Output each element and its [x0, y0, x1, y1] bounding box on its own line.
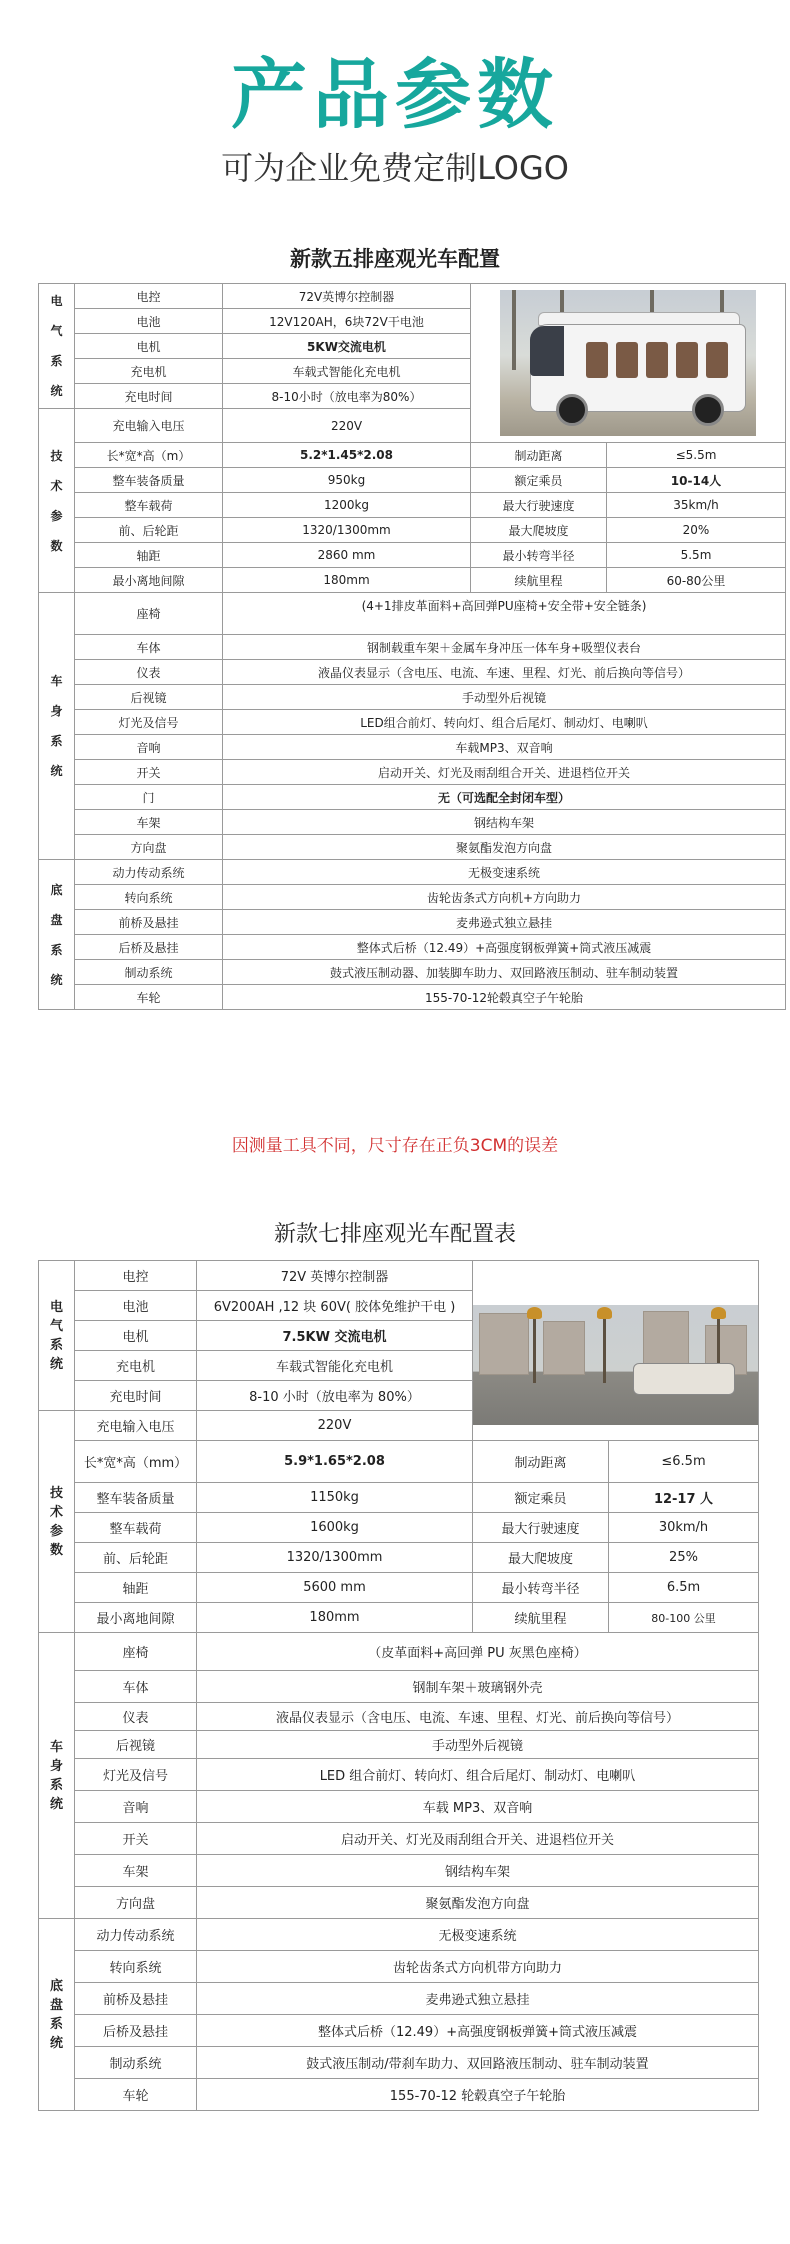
spec-label: 电机	[75, 334, 223, 359]
spec-value: 聚氨酯发泡方向盘	[223, 835, 786, 860]
spec-label: 电控	[75, 1261, 197, 1291]
spec-value: ≤5.5m	[607, 443, 786, 468]
street-photo	[473, 1261, 759, 1441]
spec-value: 2860 mm	[223, 543, 471, 568]
spec-label: 最大爬坡度	[471, 518, 607, 543]
spec-value: 车载MP3、双音响	[223, 735, 786, 760]
spec-label: 额定乘员	[473, 1483, 609, 1513]
spec-label: 充电机	[75, 359, 223, 384]
spec-value: 80-100 公里	[609, 1603, 759, 1633]
spec-label: 座椅	[75, 1633, 197, 1671]
table1-title: 新款五排座观光车配置	[290, 247, 500, 271]
sightseeing-cart-street-image	[473, 1305, 758, 1425]
spec-label: 整车装备质量	[75, 468, 223, 493]
spec-value: 20%	[607, 518, 786, 543]
spec-value: 车载式智能化充电机	[197, 1351, 473, 1381]
group-label-body: 车 身 系 统	[39, 593, 75, 860]
spec-label: 前桥及悬挂	[75, 1983, 197, 2015]
group-label-tech: 技 术 参 数	[39, 1411, 75, 1633]
spec-label: 灯光及信号	[75, 710, 223, 735]
spec-label: 方向盘	[75, 1887, 197, 1919]
spec-value: 1150kg	[197, 1483, 473, 1513]
spec-value: 齿轮齿条式方向机带方向助力	[197, 1951, 759, 1983]
spec-label: 轴距	[75, 543, 223, 568]
spec-label: 开关	[75, 760, 223, 785]
spec-value: 12V120AH，6块72V干电池	[223, 309, 471, 334]
spec-value: (4+1排皮革面料+高回弹PU座椅+安全带+安全链条)	[223, 593, 786, 635]
spec-label: 制动距离	[471, 443, 607, 468]
spec-value: 1600kg	[197, 1513, 473, 1543]
cart-photo	[471, 284, 786, 443]
spec-value: 手动型外后视镜	[197, 1731, 759, 1759]
spec-label: 续航里程	[471, 568, 607, 593]
spec-value: LED 组合前灯、转向灯、组合后尾灯、制动灯、电喇叭	[197, 1759, 759, 1791]
group-label-chassis: 底 盘 系 统	[39, 1919, 75, 2111]
spec-value: 180mm	[223, 568, 471, 593]
spec-label: 后视镜	[75, 685, 223, 710]
spec-label: 车体	[75, 635, 223, 660]
spec-value: 车载 MP3、双音响	[197, 1791, 759, 1823]
spec-value: 6V200AH ,12 块 60V( 胶体免维护干电 )	[197, 1291, 473, 1321]
spec-label: 后桥及悬挂	[75, 935, 223, 960]
spec-value: 180mm	[197, 1603, 473, 1633]
spec-value: 钢制车架＋玻璃钢外壳	[197, 1671, 759, 1703]
spec-label: 制动系统	[75, 960, 223, 985]
spec-label: 车架	[75, 1855, 197, 1887]
spec-value: 无极变速系统	[223, 860, 786, 885]
spec-value: 35km/h	[607, 493, 786, 518]
spec-label: 充电时间	[75, 384, 223, 409]
spec-label: 电机	[75, 1321, 197, 1351]
spec-label: 最大行驶速度	[471, 493, 607, 518]
spec-value: （皮革面料+高回弹 PU 灰黑色座椅）	[197, 1633, 759, 1671]
spec-label: 最大行驶速度	[473, 1513, 609, 1543]
spec-value: 155-70-12轮毂真空子午轮胎	[223, 985, 786, 1010]
measurement-note: 因测量工具不同，尺寸存在正负3CM的误差	[231, 1136, 559, 1156]
spec-value: 60-80公里	[607, 568, 786, 593]
spec-label: 音响	[75, 1791, 197, 1823]
spec-value: 启动开关、灯光及雨刮组合开关、进退档位开关	[197, 1823, 759, 1855]
spec-label: 最小离地间隙	[75, 568, 223, 593]
group-label-electric: 电 气 系 统	[39, 284, 75, 409]
spec-label: 后桥及悬挂	[75, 2015, 197, 2047]
spec-value: 车载式智能化充电机	[223, 359, 471, 384]
spec-value: 10-14人	[607, 468, 786, 493]
group-label-electric: 电 气 系 统	[39, 1261, 75, 1411]
five-row-spec-table	[38, 283, 786, 1010]
spec-label: 整车装备质量	[75, 1483, 197, 1513]
seven-row-spec-table	[38, 1260, 759, 2111]
spec-label: 长*宽*高（mm）	[75, 1441, 197, 1483]
spec-label: 充电时间	[75, 1381, 197, 1411]
spec-value: 12-17 人	[609, 1483, 759, 1513]
spec-label: 制动距离	[473, 1441, 609, 1483]
spec-value: 220V	[197, 1411, 473, 1441]
spec-label: 座椅	[75, 593, 223, 635]
spec-label: 续航里程	[473, 1603, 609, 1633]
spec-label: 车轮	[75, 985, 223, 1010]
spec-label: 后视镜	[75, 1731, 197, 1759]
spec-value: 5600 mm	[197, 1573, 473, 1603]
spec-value: 聚氨酯发泡方向盘	[197, 1887, 759, 1919]
spec-label: 车轮	[75, 2079, 197, 2111]
spec-label: 车体	[75, 1671, 197, 1703]
spec-value: 整体式后桥（12.49）+高强度钢板弹簧+筒式液压减震	[223, 935, 786, 960]
spec-label: 电控	[75, 284, 223, 309]
spec-label: 动力传动系统	[75, 1919, 197, 1951]
spec-value: 鼓式液压制动/带刹车助力、双回路液压制动、驻车制动装置	[197, 2047, 759, 2079]
spec-value: ≤6.5m	[609, 1441, 759, 1483]
spec-label: 门	[75, 785, 223, 810]
spec-value: 钢结构车架	[197, 1855, 759, 1887]
spec-value: 钢结构车架	[223, 810, 786, 835]
spec-label: 整车载荷	[75, 1513, 197, 1543]
spec-value: 手动型外后视镜	[223, 685, 786, 710]
spec-value: 液晶仪表显示（含电压、电流、车速、里程、灯光、前后换向等信号）	[223, 660, 786, 685]
spec-label: 最小转弯半径	[471, 543, 607, 568]
spec-value: 155-70-12 轮毂真空子午轮胎	[197, 2079, 759, 2111]
spec-value: 无极变速系统	[197, 1919, 759, 1951]
spec-label: 音响	[75, 735, 223, 760]
spec-value: 整体式后桥（12.49）+高强度钢板弹簧+筒式液压减震	[197, 2015, 759, 2047]
spec-value: 1320/1300mm	[223, 518, 471, 543]
spec-value: 钢制载重车架＋金属车身冲压一体车身+吸塑仪表台	[223, 635, 786, 660]
page-title: 产品参数	[231, 50, 559, 139]
spec-label: 充电输入电压	[75, 1411, 197, 1441]
page-subtitle: 可为企业免费定制LOGO	[221, 149, 569, 187]
spec-label: 额定乘员	[471, 468, 607, 493]
spec-value: 1200kg	[223, 493, 471, 518]
spec-label: 车架	[75, 810, 223, 835]
spec-label: 仪表	[75, 660, 223, 685]
spec-value: 5.5m	[607, 543, 786, 568]
spec-value: 5.2*1.45*2.08	[223, 443, 471, 468]
spec-value: 无（可选配全封闭车型）	[223, 785, 786, 810]
spec-label: 电池	[75, 1291, 197, 1321]
spec-value: 72V英博尔控制器	[223, 284, 471, 309]
spec-label: 方向盘	[75, 835, 223, 860]
spec-value: 5KW交流电机	[223, 334, 471, 359]
spec-label: 轴距	[75, 1573, 197, 1603]
group-label-tech: 技 术 参 数	[39, 409, 75, 593]
sightseeing-cart-image	[500, 290, 756, 436]
spec-label: 仪表	[75, 1703, 197, 1731]
group-label-chassis: 底 盘 系 统	[39, 860, 75, 1010]
spec-value: 1320/1300mm	[197, 1543, 473, 1573]
spec-label: 整车载荷	[75, 493, 223, 518]
spec-label: 前、后轮距	[75, 1543, 197, 1573]
spec-value: 鼓式液压制动器、加装脚车助力、双回路液压制动、驻车制动装置	[223, 960, 786, 985]
spec-label: 电池	[75, 309, 223, 334]
spec-value: LED组合前灯、转向灯、组合后尾灯、制动灯、电喇叭	[223, 710, 786, 735]
spec-label: 转向系统	[75, 885, 223, 910]
spec-label: 开关	[75, 1823, 197, 1855]
table2-title: 新款七排座观光车配置表	[273, 1222, 516, 1247]
spec-value: 液晶仪表显示（含电压、电流、车速、里程、灯光、前后换向等信号）	[197, 1703, 759, 1731]
spec-value: 麦弗逊式独立悬挂	[223, 910, 786, 935]
spec-value: 麦弗逊式独立悬挂	[197, 1983, 759, 2015]
spec-label: 前、后轮距	[75, 518, 223, 543]
spec-label: 最小离地间隙	[75, 1603, 197, 1633]
spec-label: 动力传动系统	[75, 860, 223, 885]
group-label-body: 车 身 系 统	[39, 1633, 75, 1919]
spec-label: 最大爬坡度	[473, 1543, 609, 1573]
spec-value: 30km/h	[609, 1513, 759, 1543]
spec-label: 转向系统	[75, 1951, 197, 1983]
spec-value: 950kg	[223, 468, 471, 493]
spec-value: 25%	[609, 1543, 759, 1573]
spec-value: 6.5m	[609, 1573, 759, 1603]
spec-value: 220V	[223, 409, 471, 443]
spec-value: 8-10 小时（放电率为 80%）	[197, 1381, 473, 1411]
spec-label: 长*宽*高（m）	[75, 443, 223, 468]
spec-label: 灯光及信号	[75, 1759, 197, 1791]
spec-value: 7.5KW 交流电机	[197, 1321, 473, 1351]
spec-value: 齿轮齿条式方向机+方向助力	[223, 885, 786, 910]
spec-label: 制动系统	[75, 2047, 197, 2079]
spec-label: 最小转弯半径	[473, 1573, 609, 1603]
spec-value: 启动开关、灯光及雨刮组合开关、进退档位开关	[223, 760, 786, 785]
spec-label: 充电输入电压	[75, 409, 223, 443]
spec-label: 充电机	[75, 1351, 197, 1381]
spec-value: 72V 英博尔控制器	[197, 1261, 473, 1291]
spec-value: 5.9*1.65*2.08	[197, 1441, 473, 1483]
spec-label: 前桥及悬挂	[75, 910, 223, 935]
spec-value: 8-10小时（放电率为80%）	[223, 384, 471, 409]
